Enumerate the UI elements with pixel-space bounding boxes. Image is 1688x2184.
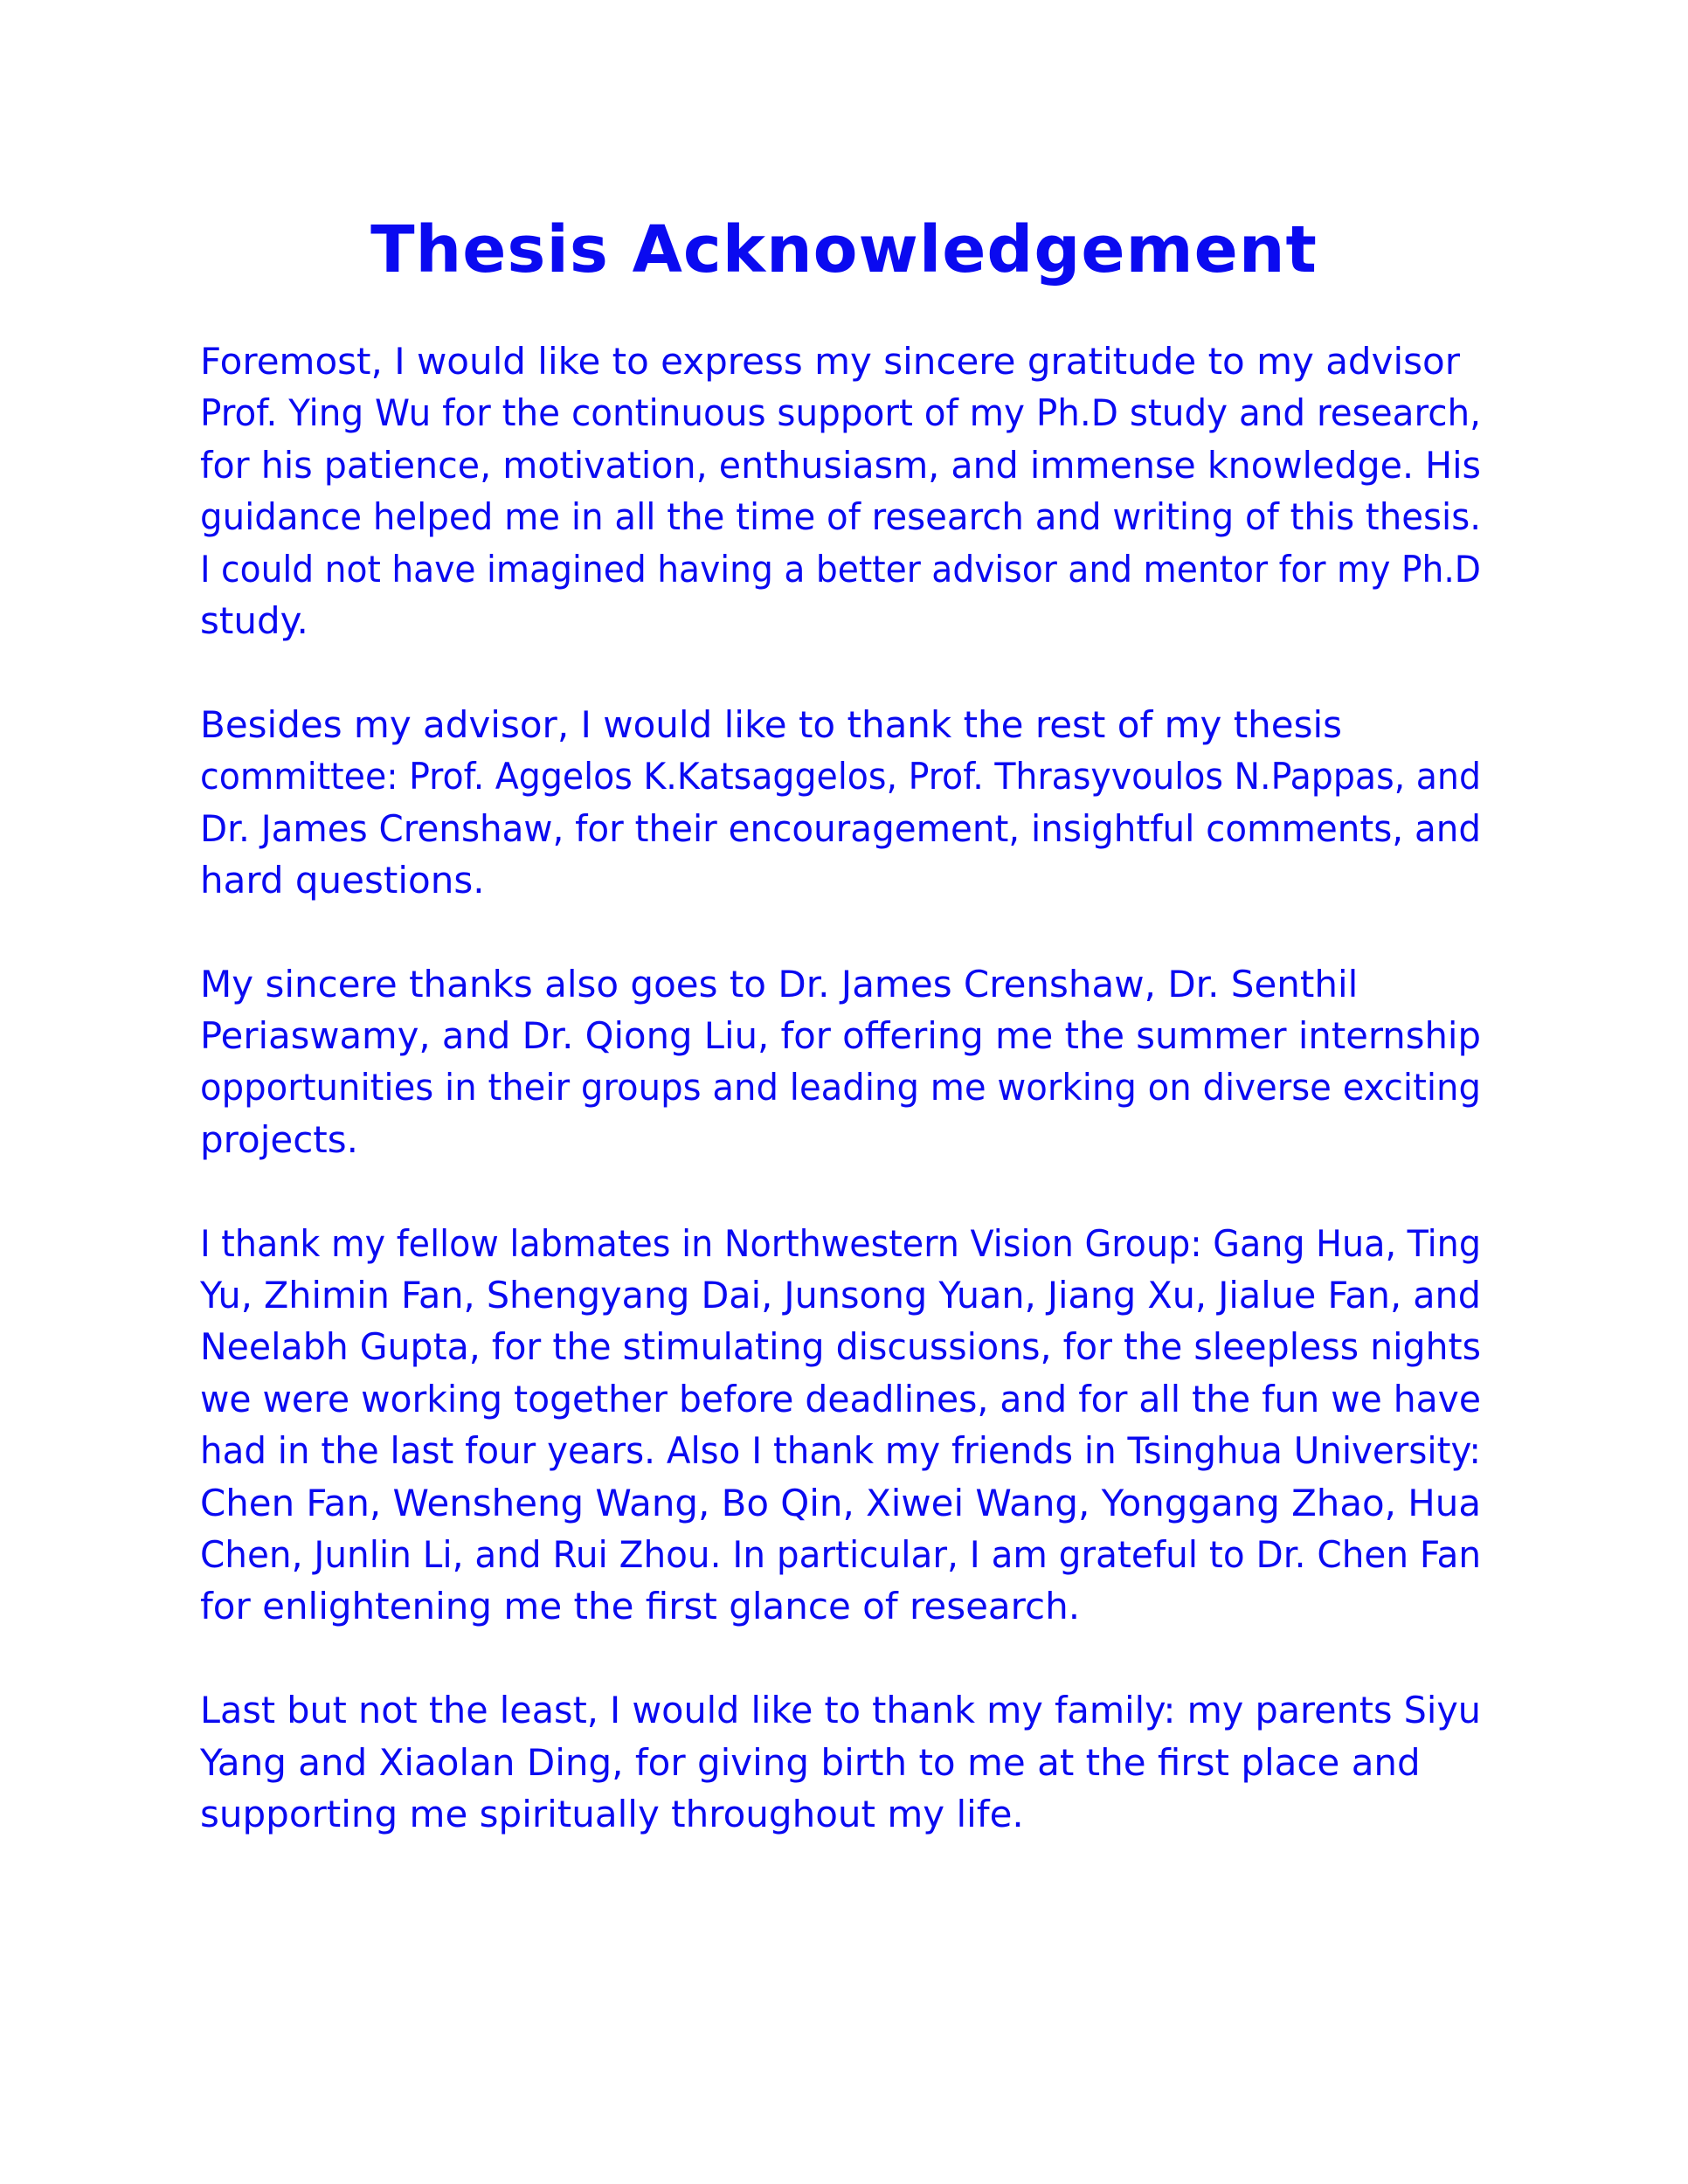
text-line: committee: Prof. Aggelos K.Katsaggelos, Prof. Thrasyvoulos N.Pappas, and	[200, 755, 1481, 798]
text-line: for enlightening me the first glance of research.	[200, 1585, 1081, 1628]
paragraph-advisor	[200, 335, 1511, 646]
text-line: Foremost, I would like to express my sincere gratitude to my advisor	[200, 340, 1460, 383]
text-line: had in the last four years. Also I thank my friends in Tsinghua University:	[200, 1429, 1481, 1473]
text-line: My sincere thanks also goes to Dr. James Crenshaw, Dr. Senthil	[200, 962, 1359, 1006]
text-line: Last but not the least, I would like to thank my family: my parents Siyu	[200, 1689, 1481, 1732]
paragraph-family	[200, 1684, 1511, 1840]
text-line: Periaswamy, and Dr. Qiong Liu, for offering me the summer internship	[200, 1014, 1481, 1058]
text-line: guidance helped me in all the time of research and writing of this thesis.	[200, 495, 1481, 539]
text-line: I could not have imagined having a better advisor and mentor for my Ph.D	[200, 547, 1481, 591]
paragraph-committee	[200, 699, 1511, 907]
paragraph-labmates	[200, 1218, 1511, 1633]
text-line: Chen, Junlin Li, and Rui Zhou. In particular, I am grateful to Dr. Chen Fan	[200, 1532, 1481, 1576]
text-line: we were working together before deadlines, and for all the fun we have	[200, 1377, 1481, 1420]
text-line: Dr. James Crenshaw, for their encouragement, insightful comments, and	[200, 806, 1481, 850]
page-title: Thesis Acknowledgement	[370, 212, 1318, 287]
text-line: projects.	[200, 1117, 359, 1161]
text-line: opportunities in their groups and leading me working on diverse exciting	[200, 1066, 1481, 1109]
text-line: Yang and Xiaolan Ding, for giving birth to me at the first place and	[200, 1740, 1421, 1784]
text-line: study.	[200, 598, 308, 642]
text-line: Prof. Ying Wu for the continuous support of my Ph.D study and research,	[200, 391, 1481, 435]
acknowledgement-body	[200, 335, 1511, 1892]
text-line: Chen Fan, Wensheng Wang, Bo Qin, Xiwei Wang, Yonggang Zhao, Hua	[200, 1481, 1481, 1524]
text-line: Neelabh Gupta, for the stimulating discussions, for the sleepless nights	[200, 1325, 1481, 1369]
text-line: I thank my fellow labmates in Northwestern Vision Group: Gang Hua, Ting	[200, 1221, 1481, 1265]
text-line: hard questions.	[200, 858, 485, 902]
text-line: for his patience, motivation, enthusiasm, and immense knowledge. His	[200, 443, 1481, 487]
paragraph-internship	[200, 958, 1511, 1166]
text-line: supporting me spiritually throughout my life.	[200, 1792, 1024, 1835]
text-line: Besides my advisor, I would like to thank the rest of my thesis	[200, 702, 1343, 746]
text-line: Yu, Zhimin Fan, Shengyang Dai, Junsong Yuan, Jiang Xu, Jialue Fan, and	[200, 1274, 1481, 1317]
